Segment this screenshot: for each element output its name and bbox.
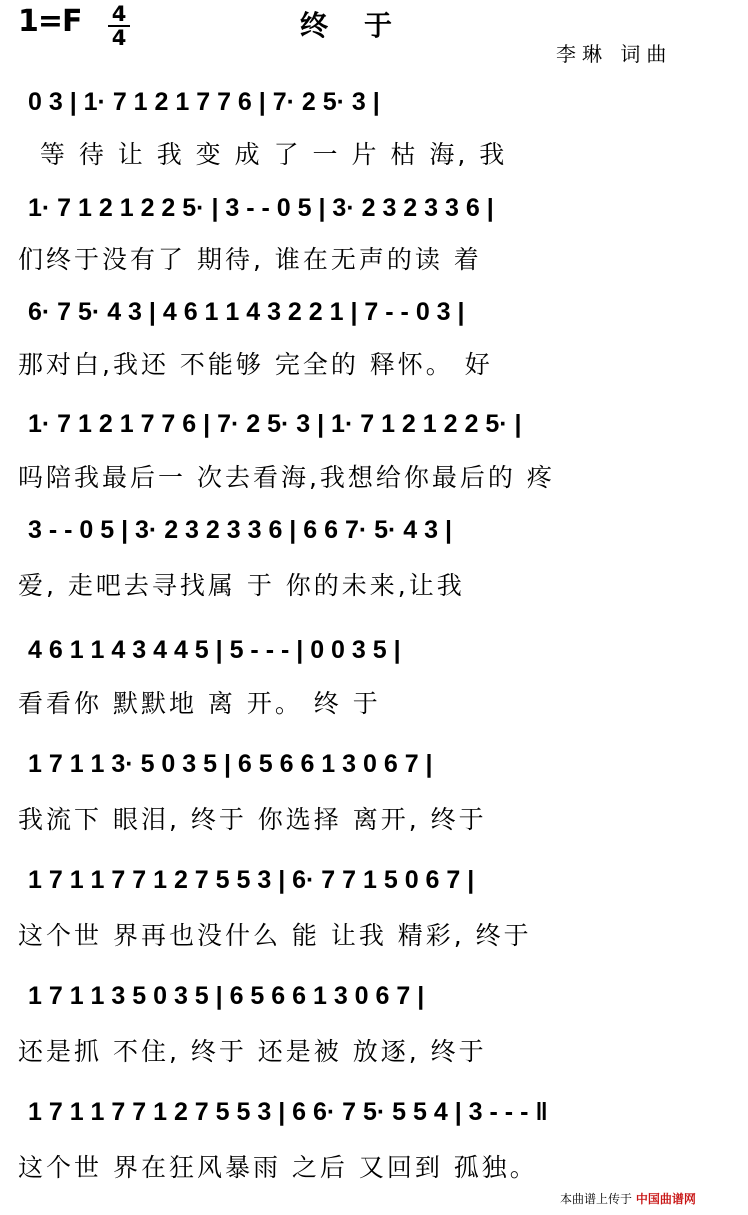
time-signature <box>108 4 130 48</box>
lyrics-row-7: 我流下 眼泪, 终于 你选择 离开, 终于 <box>18 805 487 834</box>
lyrics-row-5: 爱, 走吧去寻找属 于 你的未来,让我 <box>18 571 465 600</box>
song-title: 终于 <box>300 9 429 42</box>
notation-row-1: 0 3 | 1· 7 1 2 1 7 7 6 | 7· 2 5· 3 | <box>28 88 380 116</box>
lyrics-row-10: 这个世 界在狂风暴雨 之后 又回到 孤独。 <box>18 1153 538 1182</box>
notation-row-8: 1 7 1 1 7 7 1 2 7 5 5 3 | 6· 7 7 1 5 0 6 7 | <box>28 866 475 894</box>
watermark-footer <box>560 1190 696 1207</box>
notation-row-3: 6· 7 5· 4 3 | 4 6 1 1 4 3 2 2 1 | 7 - - 0 3 | <box>28 298 465 326</box>
notation-row-2: 1· 7 1 2 1 2 2 5· | 3 - - 0 5 | 3· 2 3 2 3 3 6 | <box>28 194 494 222</box>
notation-row-9: 1 7 1 1 3 5 0 3 5 | 6 5 6 6 1 3 0 6 7 | <box>28 982 425 1010</box>
notation-row-10: 1 7 1 1 7 7 1 2 7 5 5 3 | 6 6· 7 5· 5 5 4 | 3 - - - ‖ <box>28 1098 548 1126</box>
lyrics-row-4: 吗陪我最后一 次去看海,我想给你最后的 疼 <box>18 463 555 492</box>
lyrics-row-8: 这个世 界再也没什么 能 让我 精彩, 终于 <box>18 921 532 950</box>
lyrics-row-2: 们终于没有了 期待, 谁在无声的读 着 <box>18 245 482 274</box>
composer-credit: 李琳 词曲 <box>556 42 673 66</box>
notation-row-5: 3 - - 0 5 | 3· 2 3 2 3 3 6 | 6 6 7· 5· 4 3 | <box>28 516 452 544</box>
notation-row-4: 1· 7 1 2 1 7 7 6 | 7· 2 5· 3 | 1· 7 1 2 1 2 2 5· | <box>28 410 522 438</box>
key-signature: 1=F <box>18 4 82 39</box>
site-name: 中国曲谱网 <box>635 1192 696 1206</box>
time-signature-bottom: 4 <box>111 26 127 50</box>
lyrics-row-1: 等 待 让 我 变 成 了 一 片 枯 海, 我 <box>18 140 508 169</box>
lyrics-row-6: 看看你 默默地 离 开。 终 于 <box>18 689 381 718</box>
lyrics-row-3: 那对白,我还 不能够 完全的 释怀。 好 <box>18 350 493 379</box>
notation-row-6: 4 6 1 1 4 3 4 4 5 | 5 - - - | 0 0 3 5 | <box>28 636 401 664</box>
uploaded-label: 本曲谱上传于 <box>560 1192 633 1206</box>
notation-row-7: 1 7 1 1 3· 5 0 3 5 | 6 5 6 6 1 3 0 6 7 | <box>28 750 433 778</box>
lyrics-row-9: 还是抓 不住, 终于 还是被 放逐, 终于 <box>18 1037 487 1066</box>
time-signature-top: 4 <box>111 2 127 26</box>
